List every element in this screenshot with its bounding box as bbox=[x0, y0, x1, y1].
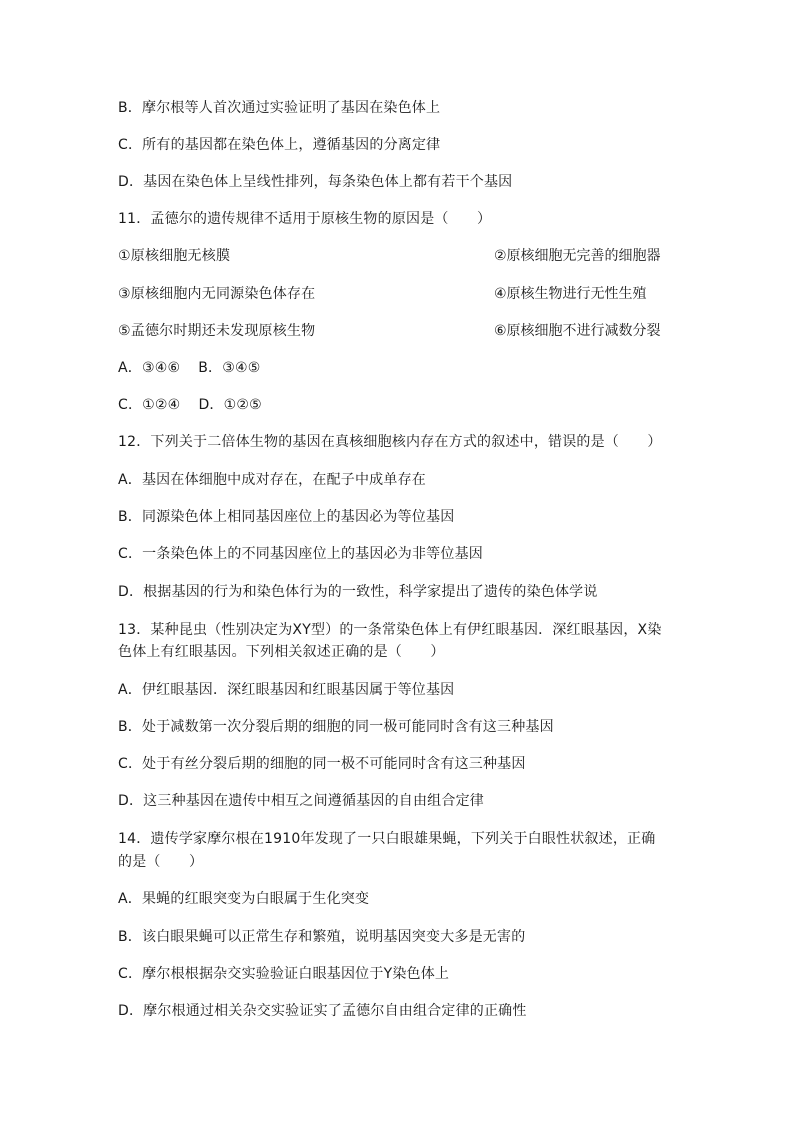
q10-option-d: D．基因在染色体上呈线性排列，每条染色体上都有若干个基因 bbox=[118, 174, 513, 190]
q11-item-2: ②原核细胞无完善的细胞器 bbox=[494, 248, 661, 264]
q11-item-4: ④原核生物进行无性生殖 bbox=[494, 286, 647, 302]
q11-options-ab bbox=[118, 358, 261, 378]
q12-stem: 12．下列关于二倍体生物的基因在真核细胞核内存在方式的叙述中，错误的是（ ） bbox=[118, 434, 662, 450]
q14-option-a: A．果蝇的红眼突变为白眼属于生化突变 bbox=[118, 891, 370, 907]
q12-option-d: D．根据基因的行为和染色体行为的一致性，科学家提出了遗传的染色体学说 bbox=[118, 584, 598, 600]
q11-item-5: ⑤孟德尔时期还未发现原核生物 bbox=[118, 323, 316, 339]
q11-item-3: ③原核细胞内无同源染色体存在 bbox=[118, 286, 316, 302]
q13-option-c: C．处于有丝分裂后期的细胞的同一极不可能同时含有这三种基因 bbox=[118, 756, 526, 772]
q11-stem: 11．孟德尔的遗传规律不适用于原核生物的原因是（ ） bbox=[118, 211, 492, 227]
q11-item-1: ①原核细胞无核膜 bbox=[118, 248, 231, 264]
q12-option-a: A．基因在体细胞中成对存在，在配子中成单存在 bbox=[118, 472, 426, 488]
q13-option-a: A．伊红眼基因．深红眼基因和红眼基因属于等位基因 bbox=[118, 682, 455, 698]
q14-stem-line1: 14．遗传学家摩尔根在1910年发现了一只白眼雄果蝇，下列关于白眼性状叙述，正确 bbox=[118, 831, 656, 847]
q14-stem-line2: 的是（ ） bbox=[118, 854, 204, 870]
q11-option-d: D．①②⑤ bbox=[198, 397, 262, 413]
q14-option-d: D．摩尔根通过相关杂交实验证实了孟德尔自由组合定律的正确性 bbox=[118, 1003, 527, 1019]
q13-option-b: B．处于减数第一次分裂后期的细胞的同一极可能同时含有这三种基因 bbox=[118, 719, 554, 735]
q12-option-b: B．同源染色体上相同基因座位上的基因必为等位基因 bbox=[118, 509, 455, 525]
q13-stem-line1: 13．某种昆虫（性别决定为XY型）的一条常染色体上有伊红眼基因．深红眼基因，X染 bbox=[118, 622, 662, 638]
q11-item-6: ⑥原核细胞不进行减数分裂 bbox=[494, 323, 661, 339]
q11-options-cd bbox=[118, 395, 262, 415]
q13-option-d: D．这三种基因在遗传中相互之间遵循基因的自由组合定律 bbox=[118, 793, 484, 809]
q14-option-b: B．该白眼果蝇可以正常生存和繁殖，说明基因突变大多是无害的 bbox=[118, 929, 526, 945]
q11-option-a: A．③④⑥ bbox=[118, 360, 181, 376]
q11-option-c: C．①②④ bbox=[118, 397, 181, 413]
q11-option-b: B．③④⑤ bbox=[198, 360, 261, 376]
q10-option-c: C．所有的基因都在染色体上，遵循基因的分离定律 bbox=[118, 137, 441, 153]
q13-stem-line2: 色体上有红眼基因。下列相关叙述正确的是（ ） bbox=[118, 644, 445, 660]
q10-option-b: B．摩尔根等人首次通过实验证明了基因在染色体上 bbox=[118, 100, 441, 116]
q12-option-c: C．一条染色体上的不同基因座位上的基因必为非等位基因 bbox=[118, 546, 483, 562]
q14-option-c: C．摩尔根根据杂交实验验证白眼基因位于Y染色体上 bbox=[118, 966, 450, 982]
